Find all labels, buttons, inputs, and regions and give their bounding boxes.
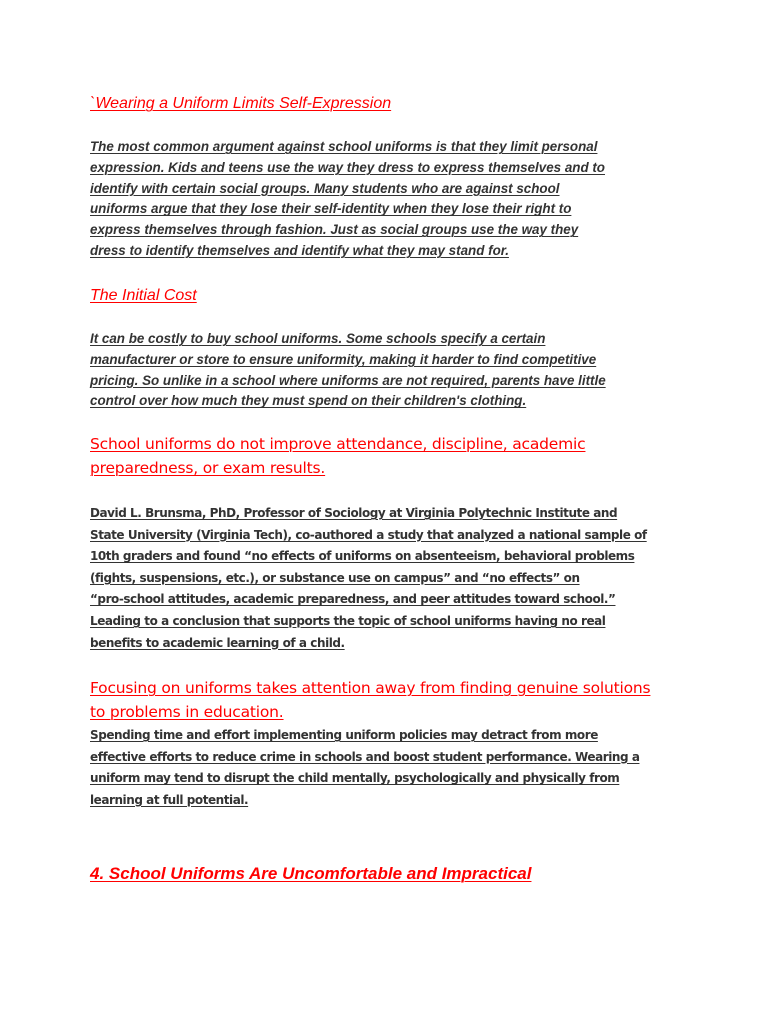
paragraph-line: benefits to academic learning of a child. [90,635,345,650]
paragraph-line: uniform may tend to disrupt the child mentally, psychologically and physically from [90,771,620,786]
paragraph-line: manufacturer or store to ensure uniformity, making it harder to find competitive [90,351,597,367]
paragraph-line: expression. Kids and teens use the way they dress to express themselves and to [90,159,605,175]
paragraph-line: identify with certain social groups. Many students who are against school [90,180,560,196]
heading-no-improvement [90,432,585,480]
heading-line: to problems in education. [90,703,284,721]
heading-genuine-solutions [90,676,650,724]
paragraph-line: (fights, suspensions, etc.), or substance use on campus” and “no effects” on [90,570,580,585]
paragraph-line: control over how much they must spend on their children's clothing. [90,393,527,409]
paragraph-line: It can be costly to buy school uniforms. Some schools specify a certain [90,331,546,346]
paragraph-line: learning at full potential. [90,792,249,807]
paragraph-line: effective efforts to reduce crime in schools and boost student performance. Wearing a [90,749,640,764]
paragraph-line: 10th graders and found “no effects of uniforms on absenteeism, behavioral problems [90,549,635,564]
paragraph-line: pricing. So unlike in a school where uniforms are not required, parents have little [90,372,606,388]
paragraph-line: David L. Brunsma, PhD, Professor of Sociology at Virginia Polytechnic Institute and [90,506,618,520]
paragraph-line: dress to identify themselves and identify what they may stand for. [90,242,509,258]
paragraph-genuine-solutions [90,725,639,811]
paragraph-line: “pro-school attitudes, academic preparedness, and peer attitudes toward school.” [90,592,616,607]
paragraph-line: express themselves through fashion. Just as social groups use the way they [90,222,579,238]
paragraph-line: Spending time and effort implementing uniform policies may detract from more [90,728,598,742]
paragraph-line: State University (Virginia Tech), co-authored a study that analyzed a national sample of [90,527,647,542]
paragraph-initial-cost [90,329,606,412]
heading-line: Focusing on uniforms takes attention away from finding genuine solutions [90,679,651,697]
paragraph-line: The most common argument against school uniforms is that they limit personal [90,139,598,154]
heading-uncomfortable-impractical: 4. School Uniforms Are Uncomfortable and Impractical [90,864,532,883]
heading-line: preparedness, or exam results. [90,459,326,477]
paragraph-line: Leading to a conclusion that supports the topic of school uniforms having no real [90,613,606,628]
heading-initial-cost: The Initial Cost [90,287,197,304]
paragraph-brunsma-study [90,503,647,654]
paragraph-line: uniforms argue that they lose their self-identity when they lose their right to [90,201,572,217]
paragraph-self-expression [90,137,605,262]
heading-line: School uniforms do not improve attendance, discipline, academic [90,435,586,453]
heading-self-expression: `Wearing a Uniform Limits Self-Expression [90,95,392,112]
